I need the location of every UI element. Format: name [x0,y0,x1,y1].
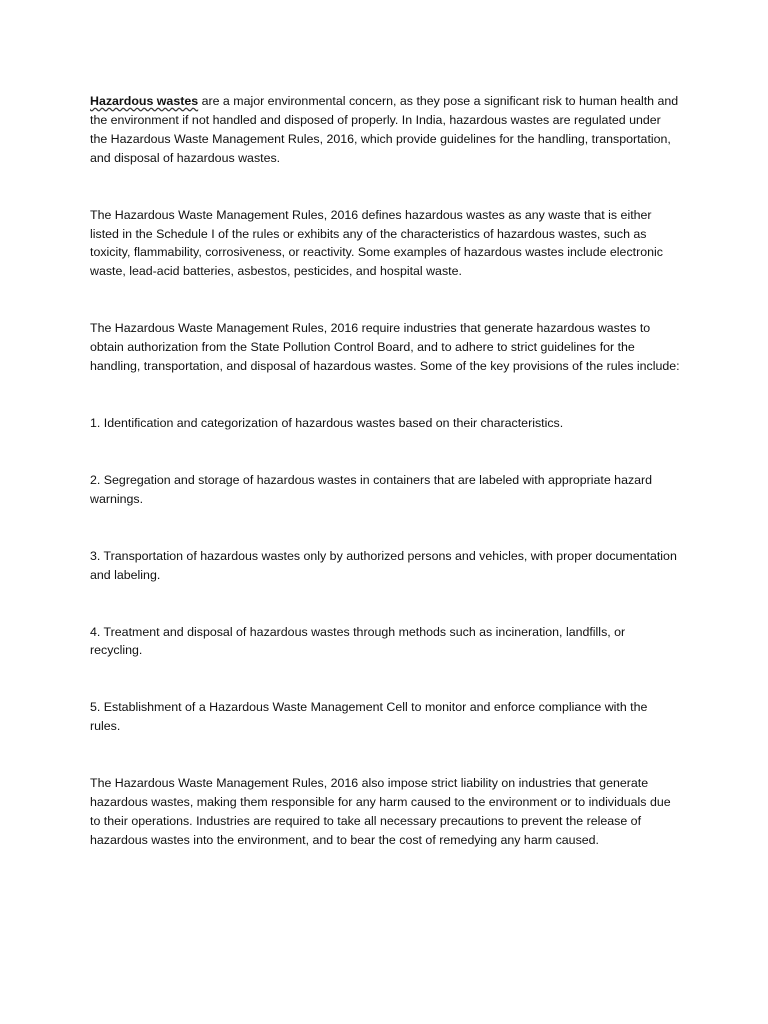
provision-item-3: 3. Transportation of hazardous wastes only by authorized persons and vehicles, with proper documentation and labeling. [90,548,677,582]
definition-paragraph: The Hazardous Waste Management Rules, 2016 defines hazardous wastes as any waste that is either listed in the Schedule I of the rules or exhibits any of the characteristics of hazardous wastes, such as toxicity, flammability, corrosiveness, or reactivity. Some examples of hazardous wastes include electronic waste, lead-acid batteries, asbestos, pesticides, and hospital waste. [90,207,663,279]
document-page [90,92,680,888]
requirements-paragraph: The Hazardous Waste Management Rules, 2016 require industries that generate hazardous wastes to obtain authorization from the State Pollution Control Board, and to adhere to strict guidelines for the handling, transportation, and disposal of hazardous wastes. Some of the key provisions of the rules include: [90,321,680,374]
intro-text: are a major environmental concern, as they pose a significant risk to human health and the environment if not handled and disposed of properly. In India, hazardous wastes are regulated under the Hazardous Waste Management Rules, 2016, which provide guidelines for the handling, transportation, and disposal of hazardous wastes. [90,94,679,165]
provision-item-4: 4. Treatment and disposal of hazardous wastes through methods such as incineration, landfills, or recycling. [90,624,626,658]
provision-item-5: 5. Establishment of a Hazardous Waste Management Cell to monitor and enforce compliance with the rules. [90,700,648,734]
spellcheck-term[interactable]: Hazardous wastes [90,94,199,108]
provision-item-1: 1. Identification and categorization of hazardous wastes based on their characteristics. [90,415,564,430]
liability-paragraph: The Hazardous Waste Management Rules, 2016 also impose strict liability on industries that generate hazardous wastes, making them responsible for any harm caused to the environment or to individuals due to their operations. Industries are required to take all necessary precautions to prevent the release of hazardous wastes into the environment, and to bear the cost of remedying any harm caused. [90,776,671,847]
provision-item-2: 2. Segregation and storage of hazardous wastes in containers that are labeled with appropriate hazard warnings. [90,472,653,506]
intro-paragraph [90,92,680,168]
